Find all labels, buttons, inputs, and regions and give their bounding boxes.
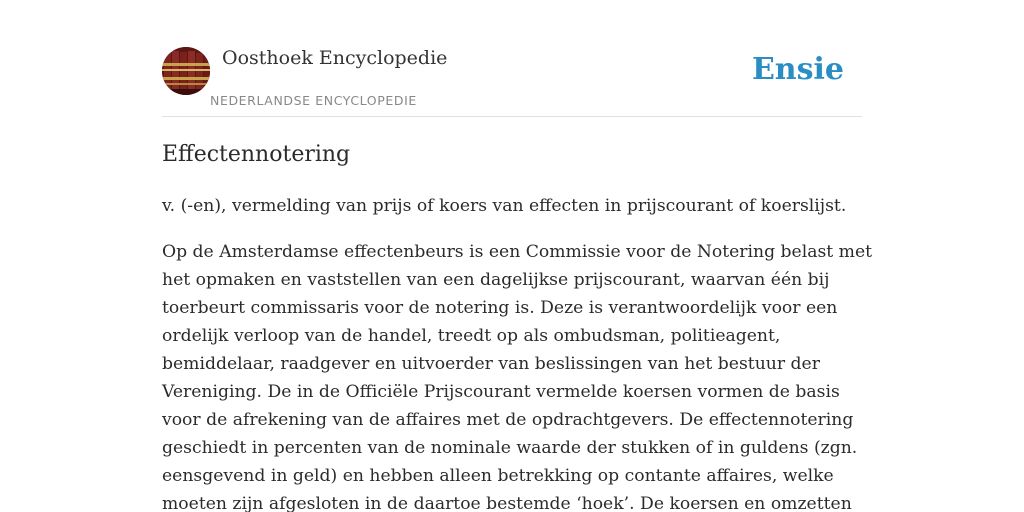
body-line: het opmaken en vaststellen van een dagelijkse prijscourant, waarvan één bij <box>162 270 830 290</box>
body-line: voor de afrekening van de affaires met de opdrachtgevers. De effectennotering <box>162 410 854 430</box>
body-line: toerbeurt commissaris voor de notering is. Deze is verantwoordelijk voor een <box>162 298 838 318</box>
body-line: eensgevend in geld) en hebben alleen betrekking op contante affaires, welke <box>162 466 834 486</box>
body-line: Vereniging. De in de Officiële Prijscourant vermelde koersen vormen de basis <box>162 382 840 402</box>
body-line: bemiddelaar, raadgever en uitvoerder van beslissingen van het bestuur der <box>162 354 820 374</box>
article-content <box>162 192 873 512</box>
body-line: geschiedt in percenten van de nominale waarde der stukken of in guldens (zgn. <box>162 438 858 458</box>
site-header <box>162 46 862 117</box>
body-line: Op de Amsterdamse effectenbeurs is een Commissie voor de Notering belast met <box>162 242 873 262</box>
article-definition: v. (-en), vermelding van prijs of koers van effecten in prijscourant of koerslijst. <box>162 196 847 216</box>
site-subtitle: NEDERLANDSE ENCYCLOPEDIE <box>210 93 417 108</box>
body-line: moeten zijn afgesloten in de daartoe bestemde ‘hoek’. De koersen en omzetten <box>162 494 852 512</box>
site-logo-avatar[interactable] <box>162 47 210 95</box>
body-line: ordelijk verloop van de handel, treedt op als ombudsman, politieagent, <box>162 326 781 346</box>
brand-logo-link[interactable]: Ensie <box>751 52 844 87</box>
encyclopedia-books-icon <box>162 47 210 95</box>
site-name[interactable]: Oosthoek Encyclopedie <box>222 47 448 69</box>
article-title: Effectennotering <box>162 142 351 167</box>
article-body-paragraph <box>162 238 873 512</box>
